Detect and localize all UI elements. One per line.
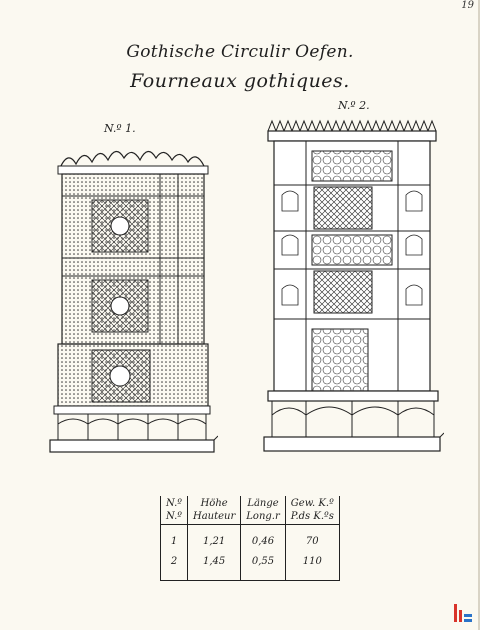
figure-2-label: N.º 2. <box>338 99 370 112</box>
table-cell: 0,46 <box>241 525 285 550</box>
table-cell: 70 <box>285 525 339 550</box>
header-weight <box>285 496 339 525</box>
header-weight-de: Gew. K.º <box>290 498 334 509</box>
page-number: 19 <box>461 0 474 11</box>
library-stamp-icon <box>452 602 474 624</box>
stove-1-illustration <box>48 140 218 470</box>
table-cell: 0,55 <box>241 549 285 581</box>
header-height-fr: Hauteur <box>193 511 236 522</box>
figure-1-label: N.º 1. <box>104 122 136 135</box>
table-cell: 1,45 <box>188 549 241 581</box>
table-cell: 1 <box>161 525 188 550</box>
table-row <box>161 525 340 550</box>
header-height-de: Höhe <box>200 498 228 509</box>
table-row <box>161 549 340 581</box>
header-length-fr: Long.r <box>246 511 280 522</box>
table-cell: 2 <box>161 549 188 581</box>
title-french: Fourneaux gothiques. <box>130 70 350 92</box>
header-height <box>188 496 241 525</box>
table-cell: 110 <box>285 549 339 581</box>
header-length-de: Länge <box>247 498 279 509</box>
header-weight-fr: P.ds K.ºs <box>290 511 334 522</box>
header-length <box>241 496 285 525</box>
specification-table <box>160 496 340 581</box>
table-cell: 1,21 <box>188 525 241 550</box>
header-number <box>161 496 188 525</box>
title-german: Gothische Circulir Oefen. <box>126 42 354 62</box>
header-number-de: N.º <box>166 498 182 509</box>
stove-2-illustration <box>262 115 444 470</box>
header-number-fr: N.º <box>166 511 182 522</box>
